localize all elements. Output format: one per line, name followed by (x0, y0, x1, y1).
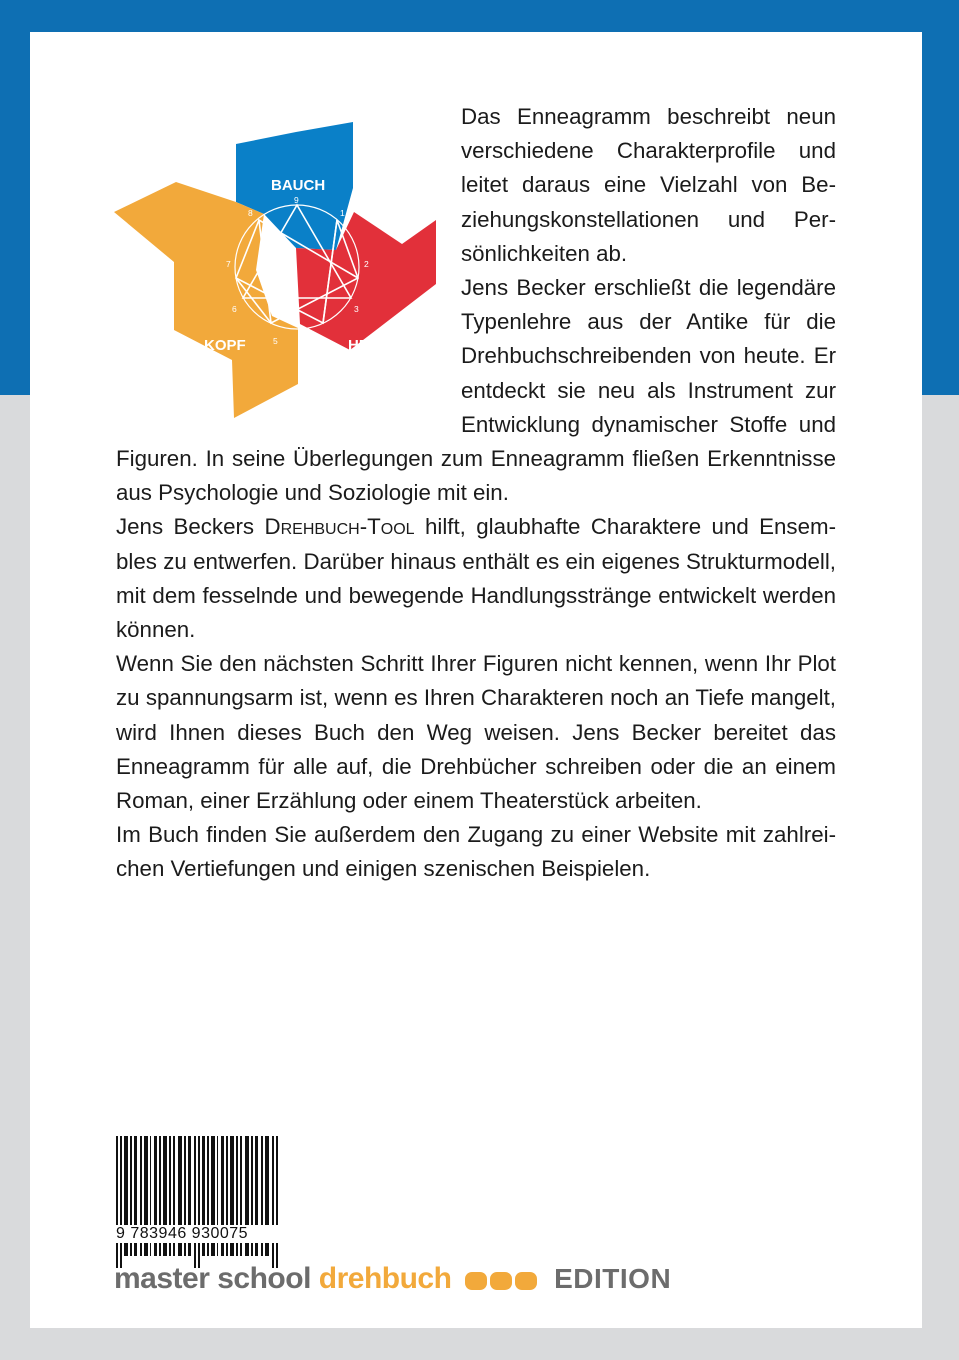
brand-dot (490, 1272, 512, 1290)
paragraph-4: Wenn Sie den nächsten Schritt Ihrer Figuren nicht kennen, wenn Ihr Plot zu spannungsarm ist, wenn es Ihren Charakteren noch an Tiefe mangelt, wird Ihnen dieses Buch den Weg weisen. Jens Becker bereitet das Enneagramm für alle auf, die Drehbücher schreiben oder die an einem Roman, einer Erzählung oder einem Theaterstück arbeiten. (116, 651, 836, 814)
number-3: 3 (354, 304, 359, 314)
kopf-label: KOPF (204, 337, 246, 354)
number-6: 6 (232, 304, 237, 314)
number-1: 1 (340, 208, 345, 218)
brand-edition: EDITION (554, 1263, 672, 1294)
number-2: 2 (364, 259, 369, 269)
barcode (116, 1136, 278, 1268)
number-8: 8 (248, 208, 253, 218)
number-5: 5 (273, 336, 278, 346)
paragraph-2: Jens Becker erschließt die legendäre Typenlehre aus der Antike für die Drehbuchschreibenden von heute. Er entdeckt sie neu als Instrument zur Entwicklung dynamischer Stoffe und Figuren. In seine Überlegungen zum Enneagramm fließen Erkenntnisse aus Psychologie und Soziologie mit ein. (116, 275, 836, 506)
brand-dot (465, 1272, 487, 1290)
back-cover-page (30, 32, 922, 1328)
paragraph-1: Das Enneagramm beschreibt neun verschiedene Charakterprofile und leitet daraus eine Vielzahl von Beziehungskonstellationen und Persönlichkeiten ab. (461, 104, 836, 266)
number-4: 4 (313, 336, 318, 346)
publisher-brand (114, 1262, 671, 1302)
drehbuch-tool-name: Drehbuch-Tool (264, 514, 415, 540)
brand-drehbuch: drehbuch (318, 1262, 452, 1295)
brand-dots (465, 1263, 540, 1297)
brand-master-school: master school (114, 1262, 311, 1295)
paragraph-3-start: Jens Beckers (116, 514, 265, 540)
isbn-number: 9 783946 930075 (116, 1225, 286, 1243)
paragraph-3-end: hilft, glaubhafte Charaktere und Ensembles zu entwerfen. Darüber hinaus enthält es ein eigenes Strukturmodell, mit dem fesselnde und bewegende Handlungsstränge entwickelt werden können. (116, 514, 836, 643)
logo-spacer (116, 100, 461, 442)
herz-label: HERZ (348, 337, 389, 354)
blurb-text (116, 100, 836, 887)
bauch-label: BAUCH (271, 177, 326, 194)
paragraph-5: Im Buch finden Sie außerdem den Zugang zu einer Website mit zahlreichen Vertiefungen und einigen szenischen Beispielen. (116, 822, 836, 882)
number-9: 9 (294, 195, 299, 205)
number-7: 7 (226, 259, 231, 269)
paragraph-3 (116, 510, 836, 647)
brand-dot (515, 1272, 537, 1290)
